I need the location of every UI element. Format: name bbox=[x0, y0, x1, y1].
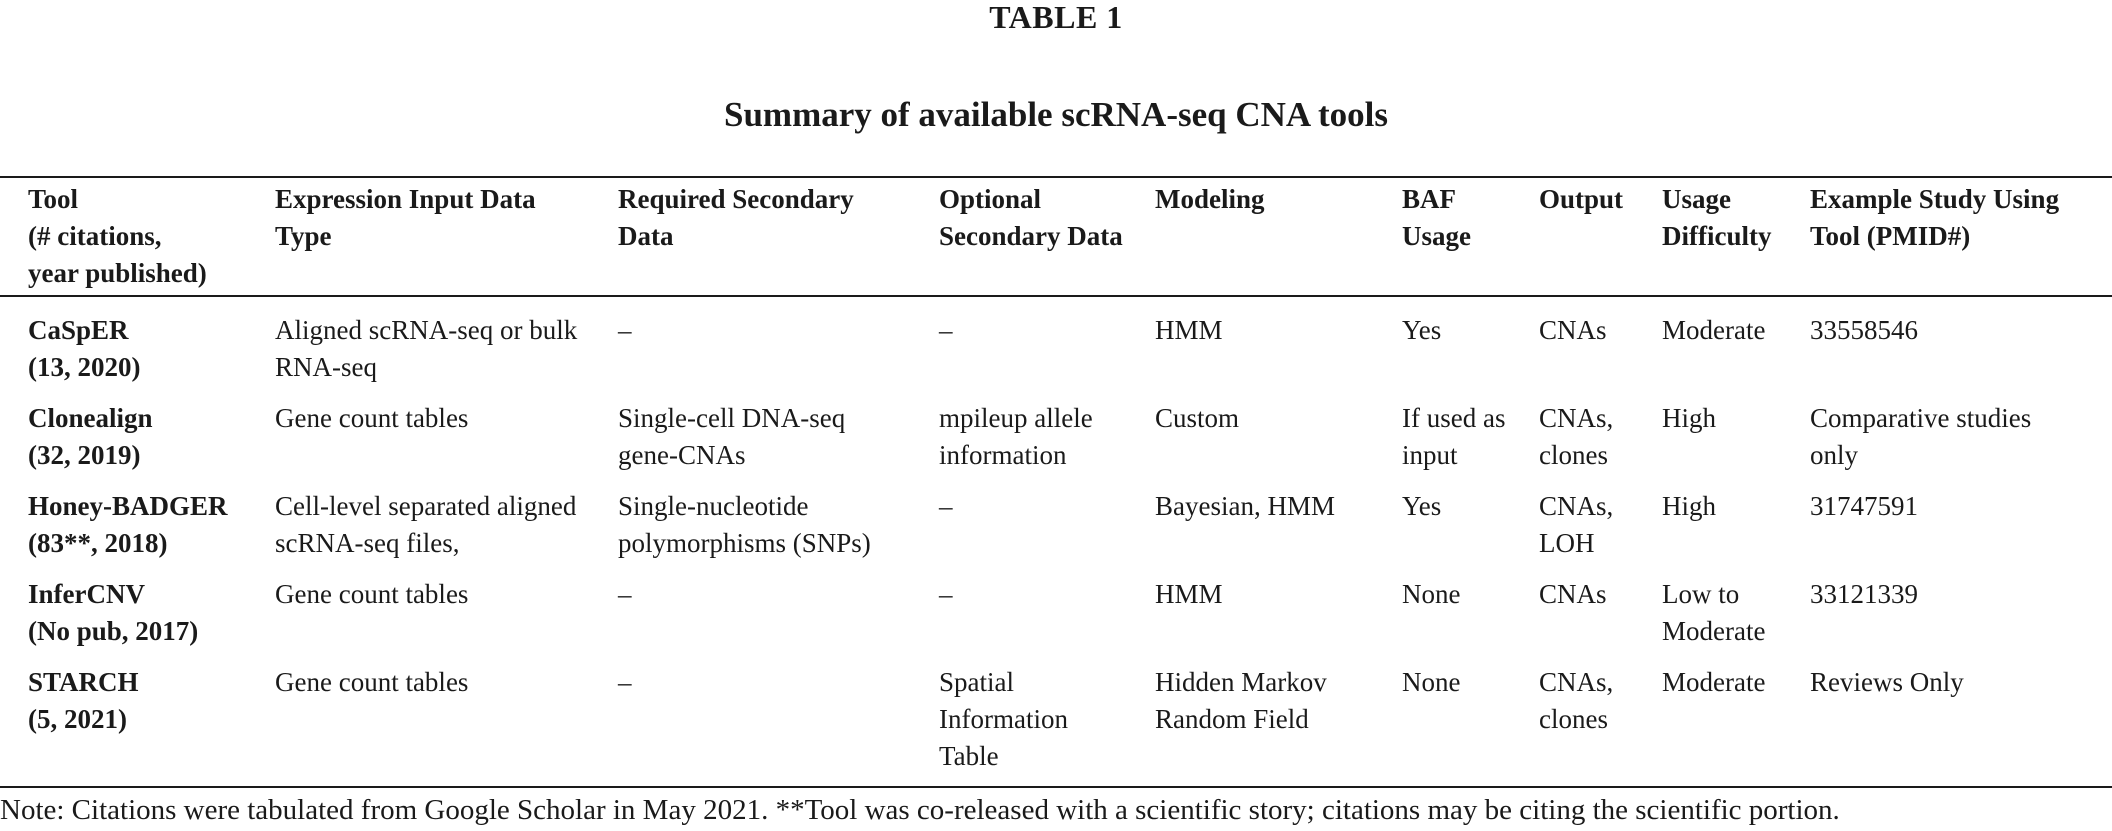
cell-tool: CaSpER (13, 2020) bbox=[28, 315, 141, 382]
cell-required-secondary: – bbox=[618, 667, 632, 697]
cell-baf-usage: None bbox=[1402, 579, 1461, 609]
cell-baf-usage: None bbox=[1402, 667, 1461, 697]
header-tool: Tool (# citations, year published) bbox=[28, 184, 207, 288]
cell-usage-difficulty: High bbox=[1662, 491, 1716, 521]
header-output: Output bbox=[1539, 184, 1624, 214]
cell-optional-secondary: – bbox=[939, 491, 953, 521]
cell-modeling: Bayesian, HMM bbox=[1155, 491, 1335, 521]
cell-output: CNAs, LOH bbox=[1539, 491, 1614, 558]
cell-output: CNAs, clones bbox=[1539, 403, 1614, 470]
cell-usage-difficulty: High bbox=[1662, 403, 1716, 433]
header-modeling: Modeling bbox=[1155, 184, 1265, 214]
table-bottom-rule bbox=[0, 786, 2112, 788]
cell-example-study: 33121339 bbox=[1810, 579, 1918, 609]
cell-output: CNAs bbox=[1539, 579, 1607, 609]
cell-optional-secondary: mpileup allele information bbox=[939, 403, 1093, 470]
cell-example-study: 33558546 bbox=[1810, 315, 1918, 345]
table-footnote: Note: Citations were tabulated from Google Scholar in May 2021. **Tool was co-released with a scientific story; citations may be citing the scientific portion. bbox=[0, 794, 1840, 826]
table-row bbox=[0, 400, 2112, 488]
cell-baf-usage: Yes bbox=[1402, 491, 1442, 521]
cell-usage-difficulty: Moderate bbox=[1662, 315, 1766, 345]
table-caption: Summary of available scRNA-seq CNA tools bbox=[723, 95, 1388, 134]
cell-modeling: HMM bbox=[1155, 579, 1223, 609]
cell-baf-usage: If used as input bbox=[1402, 403, 1506, 470]
cell-required-secondary: – bbox=[618, 315, 632, 345]
cell-usage-difficulty: Low to Moderate bbox=[1662, 579, 1766, 646]
table-label: TABLE 1 bbox=[989, 0, 1123, 35]
cell-tool: Clonealign (32, 2019) bbox=[28, 403, 153, 470]
table-row bbox=[0, 664, 2112, 775]
cell-required-secondary: – bbox=[618, 579, 632, 609]
cell-modeling: Hidden Markov Random Field bbox=[1155, 667, 1327, 734]
cell-required-secondary: Single-cell DNA-seq gene-CNAs bbox=[618, 403, 846, 470]
cna-tools-table bbox=[0, 178, 2112, 775]
cell-expression-input: Cell-level separated aligned scRNA-seq files, bbox=[275, 491, 577, 558]
cell-required-secondary: Single-nucleotide polymorphisms (SNPs) bbox=[618, 491, 871, 558]
header-usage-difficulty: Usage Difficulty bbox=[1662, 184, 1772, 251]
cell-optional-secondary: Spatial Information Table bbox=[939, 667, 1068, 771]
cell-example-study: Reviews Only bbox=[1810, 667, 1964, 697]
cell-tool: STARCH (5, 2021) bbox=[28, 667, 139, 734]
cell-output: CNAs, clones bbox=[1539, 667, 1614, 734]
table-header-row bbox=[0, 178, 2112, 295]
cell-expression-input: Gene count tables bbox=[275, 403, 469, 433]
cell-optional-secondary: – bbox=[939, 315, 953, 345]
header-example-study: Example Study Using Tool (PMID#) bbox=[1810, 184, 2060, 251]
header-required-secondary: Required Secondary Data bbox=[618, 184, 854, 251]
cell-tool: Honey-BADGER (83**, 2018) bbox=[28, 491, 228, 558]
cell-usage-difficulty: Moderate bbox=[1662, 667, 1766, 697]
cell-example-study: 31747591 bbox=[1810, 491, 1918, 521]
table-row bbox=[0, 488, 2112, 576]
cell-tool: InferCNV (No pub, 2017) bbox=[28, 579, 199, 646]
cell-example-study: Comparative studies only bbox=[1810, 403, 2032, 470]
cell-expression-input: Aligned scRNA-seq or bulk RNA-seq bbox=[275, 315, 578, 382]
table-row bbox=[0, 576, 2112, 664]
header-optional-secondary: Optional Secondary Data bbox=[939, 184, 1123, 251]
table-row bbox=[0, 312, 2112, 400]
header-baf-usage: BAF Usage bbox=[1402, 184, 1471, 251]
cell-optional-secondary: – bbox=[939, 579, 953, 609]
header-expression-input: Expression Input Data Type bbox=[275, 184, 536, 251]
cell-modeling: HMM bbox=[1155, 315, 1223, 345]
cell-expression-input: Gene count tables bbox=[275, 667, 469, 697]
cell-baf-usage: Yes bbox=[1402, 315, 1442, 345]
cell-modeling: Custom bbox=[1155, 403, 1240, 433]
cell-expression-input: Gene count tables bbox=[275, 579, 469, 609]
cell-output: CNAs bbox=[1539, 315, 1607, 345]
